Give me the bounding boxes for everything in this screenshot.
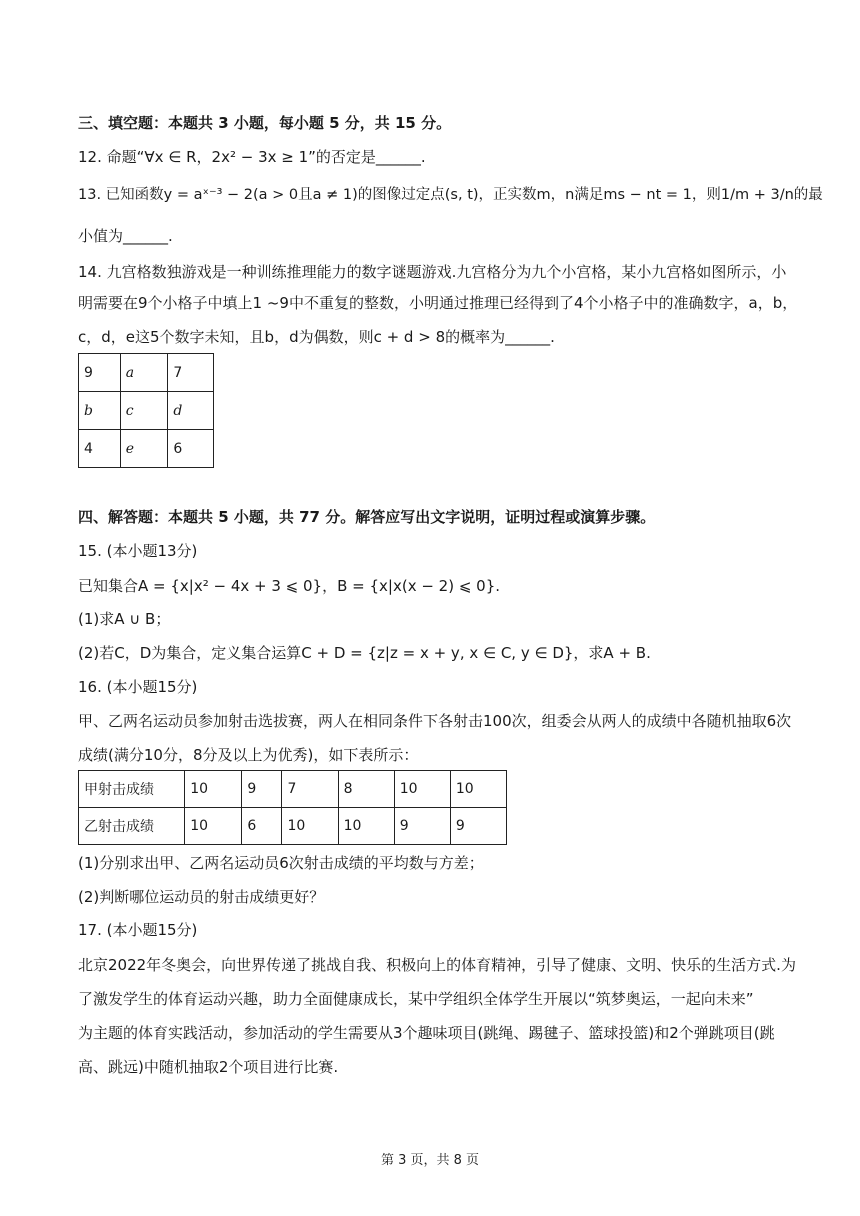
table-cell: 10: [338, 808, 394, 845]
table-cell: 9: [450, 808, 506, 845]
table-cell: 7: [282, 771, 338, 808]
grid-cell: 4: [79, 430, 121, 468]
grid-cell: 6: [168, 430, 214, 468]
question-14-line2: 明需要在9个小格子中填上1 ~9中不重复的整数，小明通过推理已经得到了4个小格子中的准确数字，a，b，: [78, 294, 798, 312]
question-16-line1: 甲、乙两名运动员参加射击选拔赛，两人在相同条件下各射击100次，组委会从两人的成绩中各随机抽取6次: [78, 712, 792, 730]
table-cell: 9: [242, 771, 282, 808]
table-cell: 乙射击成绩: [79, 808, 185, 845]
table-cell: 10: [185, 808, 242, 845]
grid-cell: b: [79, 392, 121, 430]
page-footer: 第 3 页，共 8 页: [380, 1153, 480, 1168]
section4-heading: 四、解答题：本题共 5 小题，共 77 分。解答应写出文字说明，证明过程或演算步骤。: [78, 508, 656, 526]
table-cell: 10: [282, 808, 338, 845]
sudoku-grid: [78, 353, 214, 468]
grid-cell: 7: [168, 354, 214, 392]
table-cell: 10: [450, 771, 506, 808]
section3-heading: 三、填空题：本题共 3 小题，每小题 5 分，共 15 分。: [78, 114, 452, 132]
table-cell: 8: [338, 771, 394, 808]
grid-cell: 9: [79, 354, 121, 392]
question-12: 12. 命题“∀x ∈ R，2x² − 3x ≥ 1”的否定是______.: [78, 148, 426, 166]
grid-cell: a: [120, 354, 168, 392]
grid-cell: d: [168, 392, 214, 430]
question-16-part2: (2)判断哪位运动员的射击成绩更好？: [78, 888, 325, 906]
question-15-part2: (2)若C，D为集合，定义集合运算C + D = {z|z = x + y, x ∈ C, y ∈ D}，求A + B.: [78, 644, 651, 662]
question-14-line1: 14. 九宫格数独游戏是一种训练推理能力的数字谜题游戏.九宫格分为九个小宫格，某小九宫格如图所示，小: [78, 263, 787, 281]
question-17-line3: 为主题的体育实践活动，参加活动的学生需要从3个趣味项目(跳绳、踢毽子、篮球投篮)和2个弹跳项目(跳: [78, 1024, 775, 1042]
question-16-header: 16. (本小题15分): [78, 678, 198, 696]
question-17-line1: 北京2022年冬奥会，向世界传递了挑战自我、积极向上的体育精神，引导了健康、文明、快乐的生活方式.为: [78, 956, 796, 974]
table-cell: 9: [394, 808, 450, 845]
question-17-line2: 了激发学生的体育运动兴趣，助力全面健康成长，某中学组织全体学生开展以“筑梦奥运，一起向未来”: [78, 990, 754, 1008]
question-16-part1: (1)分别求出甲、乙两名运动员6次射击成绩的平均数与方差；: [78, 854, 484, 872]
table-cell: 10: [394, 771, 450, 808]
question-13-line1: 13. 已知函数y = aˣ⁻³ − 2(a > 0且a ≠ 1)的图像过定点(s, t)，正实数m，n满足ms − nt = 1，则1/m + 3/n的最: [78, 187, 823, 203]
question-16-line2: 成绩(满分10分，8分及以上为优秀)，如下表所示：: [78, 746, 419, 764]
grid-cell: c: [120, 392, 168, 430]
question-17-line4: 高、跳远)中随机抽取2个项目进行比赛.: [78, 1058, 339, 1076]
question-15-header: 15. (本小题13分): [78, 542, 198, 560]
table-cell: 甲射击成绩: [79, 771, 185, 808]
question-14-line3: c，d，e这5个数字未知，且b，d为偶数，则c + d > 8的概率为______.: [78, 328, 555, 346]
grid-cell: e: [120, 430, 168, 468]
question-15-part1: (1)求A ∪ B；: [78, 610, 171, 628]
table-cell: 6: [242, 808, 282, 845]
question-13-line2: 小值为______.: [78, 227, 173, 245]
shooting-scores-table: [78, 770, 507, 845]
question-17-header: 17. (本小题15分): [78, 921, 198, 939]
question-15-line1: 已知集合A = {x|x² − 4x + 3 ⩽ 0}，B = {x|x(x − 2) ⩽ 0}.: [78, 577, 501, 595]
table-cell: 10: [185, 771, 242, 808]
